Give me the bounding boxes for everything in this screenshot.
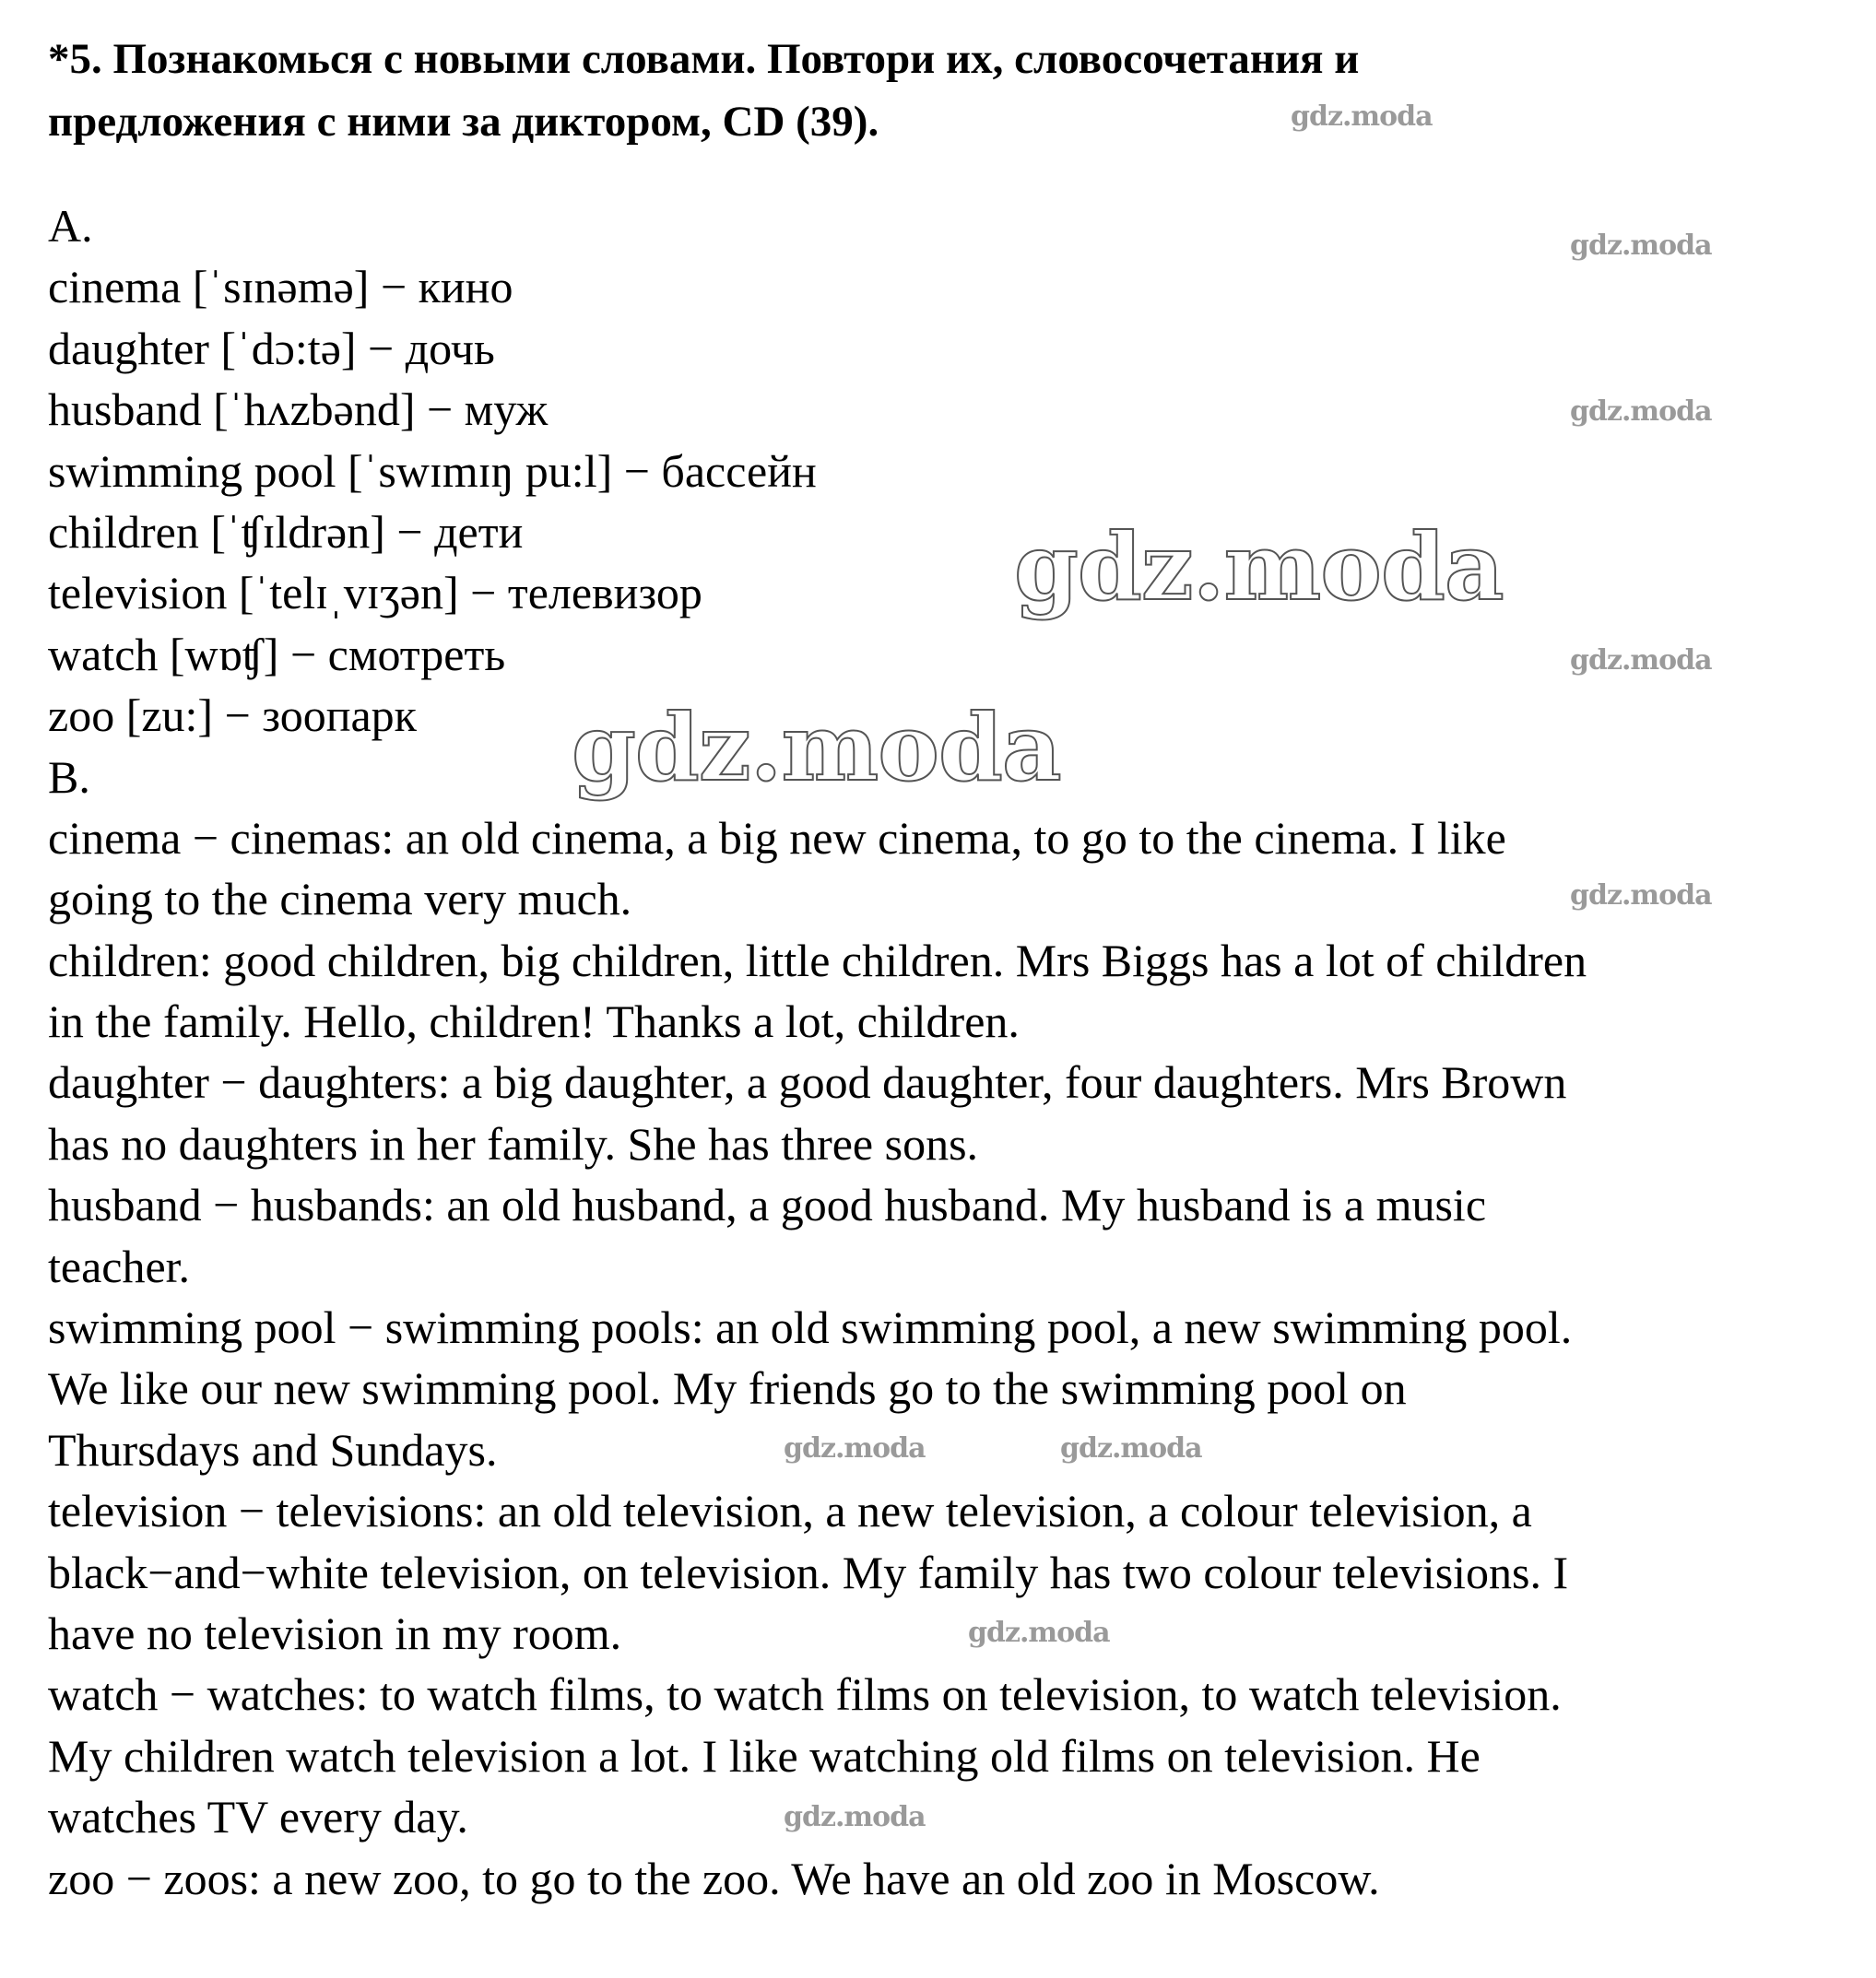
watermark: gdz.moda [1570,879,1712,912]
watermark-large: gdz.moda [1014,512,1504,621]
watermark: gdz.moda [1291,100,1433,133]
section-a-label: A. [48,200,93,252]
phrase-line: watches TV every day. [48,1791,468,1843]
watermark-large: gdz.moda [572,693,1061,802]
vocab-entry: zoo [zu:] − зоопарк [48,689,417,742]
phrase-line: going to the cinema very much. [48,873,632,925]
watermark: gdz.moda [1570,230,1712,262]
phrase-line: have no television in my room. [48,1607,622,1659]
vocab-entry: husband [ˈhʌzbənd] − муж [48,383,549,436]
phrase-line: My children watch television a lot. I like watching old films on television. He [48,1729,1481,1782]
exercise-body [48,195,1587,1909]
watermark: gdz.moda [1570,395,1712,428]
phrase-line: teacher. [48,1240,191,1292]
phrase-line: swimming pool − swimming pools: an old swimming pool, a new swimming pool. [48,1301,1573,1354]
phrase-line: zoo − zoos: a new zoo, to go to the zoo. We have an old zoo in Moscow. [48,1852,1380,1904]
vocab-entry: children [ˈʧɪldrən] − дети [48,505,524,558]
phrase-line: We like our new swimming pool. My friends go to the swimming pool on [48,1362,1407,1415]
watermark: gdz.moda [1060,1432,1202,1465]
vocab-entry: watch [wɒʧ] − смотреть [48,628,506,680]
vocab-entry: cinema [ˈsɪnəmə] − кино [48,261,513,313]
vocab-entry: television [ˈtelɪˌvɪʒən] − телевизор [48,567,702,619]
phrase-line: in the family. Hello, children! Thanks a lot, children. [48,995,1020,1048]
vocab-entry: daughter [ˈdɔ:tə] − дочь [48,322,495,374]
watermark: gdz.moda [784,1801,926,1833]
watermark: gdz.moda [784,1432,926,1465]
section-b-label: B. [48,750,90,803]
phrase-line: Thursdays and Sundays. [48,1423,498,1476]
phrase-line: television − televisions: an old television, a new television, a colour television, a [48,1485,1532,1537]
title-line: предложения с ними за диктором, CD (39). [48,98,879,146]
exercise-title [48,28,1359,153]
phrase-line: children: good children, big children, little children. Mrs Biggs has a lot of children [48,934,1587,986]
title-line: *5. Познакомься с новыми словами. Повтори их, словосочетания и [48,35,1360,83]
watermark: gdz.moda [1570,644,1712,677]
phrase-line: has no daughters in her family. She has three sons. [48,1117,979,1170]
phrase-line: watch − watches: to watch films, to watch films on television, to watch television. [48,1668,1562,1721]
phrase-line: cinema − cinemas: an old cinema, a big new cinema, to go to the cinema. I like [48,811,1506,864]
phrase-line: daughter − daughters: a big daughter, a good daughter, four daughters. Mrs Brown [48,1056,1567,1109]
watermark: gdz.moda [968,1617,1110,1649]
vocab-entry: swimming pool [ˈswɪmɪŋ pu:l] − бассейн [48,444,817,497]
phrase-line: husband − husbands: an old husband, a good husband. My husband is a music [48,1179,1487,1231]
phrase-line: black−and−white television, on television. My family has two colour televisions. I [48,1546,1569,1598]
